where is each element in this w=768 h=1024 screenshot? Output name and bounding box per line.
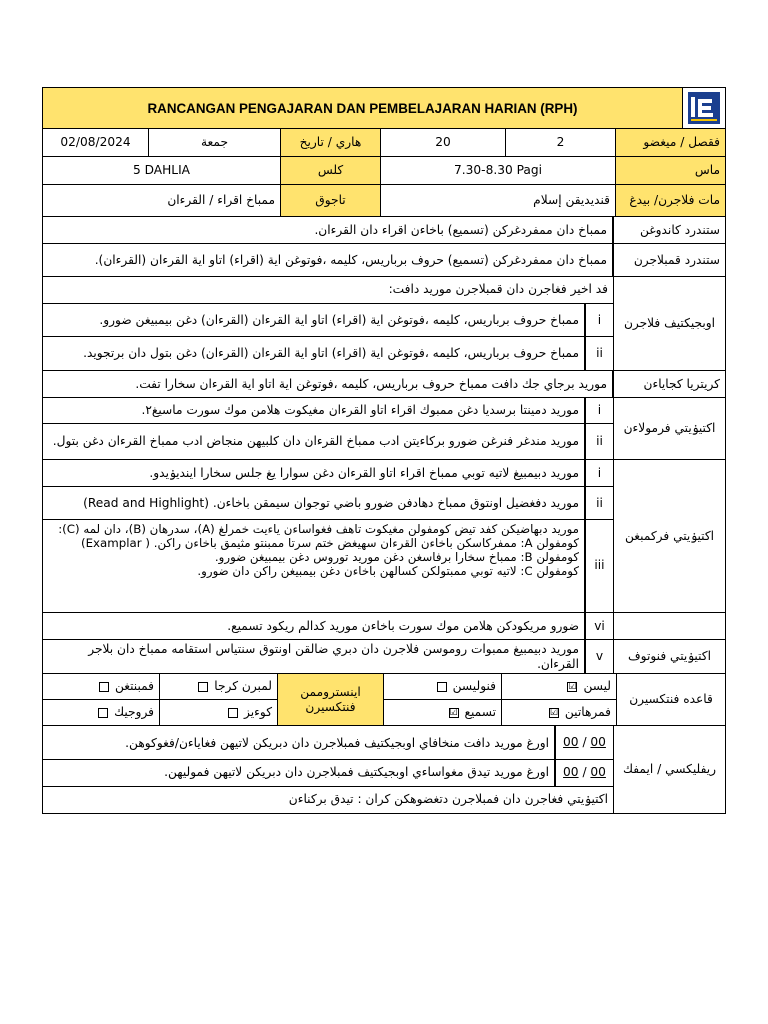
method-checkbox[interactable] [99, 682, 109, 692]
method-item [502, 674, 616, 700]
day-value: جمعة [149, 129, 281, 156]
objective-item [43, 337, 613, 370]
reflection-score-sep: / [582, 765, 587, 780]
objectives-intro-row [43, 277, 613, 304]
method-checkbox[interactable] [198, 682, 208, 692]
day-date-label: هاري / تاريخ [281, 129, 381, 156]
induction-label: اكتيۏيتي فرمولاءن [613, 398, 725, 459]
info-row-1 [42, 129, 726, 157]
development-label: اكتيۏيتي فركمبغن [613, 460, 725, 612]
method-item [43, 700, 159, 725]
development-row [42, 460, 726, 613]
reflection-score-sep: / [582, 735, 587, 750]
development-number: i [585, 460, 613, 486]
method-item [160, 700, 277, 725]
learning-standard-row [42, 244, 726, 277]
class-value: 5 DAHLIA [43, 157, 281, 184]
reflection-score-total: 00 [590, 735, 606, 750]
reflection-text: اورغ موريد تيدق مغواساءي اوبجيكتيف فمبلاجرن دان دبريكن لاتيهن فموليهن. [43, 760, 555, 785]
method-checkbox[interactable] [98, 708, 108, 718]
induction-text: موريد دمينتا برسديا دغن ممبوك اقراء اتاو القرءان مغيكوت هلامن موك سورت ماسيغ٢. [43, 398, 585, 423]
reflection-score [555, 726, 613, 759]
time-label: ماس [616, 157, 725, 184]
induction-row [42, 398, 726, 460]
methods-label: قاعده فنتكسيرن [629, 692, 713, 706]
content-standard-row [42, 217, 726, 244]
development-item [43, 460, 613, 487]
method-text: لمبرن كرجا [214, 679, 272, 693]
induction-body [43, 398, 613, 459]
reflection-item [43, 726, 613, 760]
reflection-score-value: 00 [563, 765, 579, 780]
development-item [43, 487, 613, 519]
objectives-row [42, 277, 726, 371]
development-line: كومفولن B: ممباخ سخارا برفاسغن دغن موريد توروس دغن بيمبيغن ضورو. [214, 549, 579, 564]
time-value: 7.30-8.30 Pagi [381, 157, 616, 184]
reflection-footer: اكتيۏيتي فغاجرن دان فمبلاجرن دتغضوهكن كران : تيدق بركناءن [288, 792, 608, 807]
methods-left-col-a [43, 674, 160, 725]
method-item [384, 700, 501, 725]
method-checkbox[interactable] [437, 682, 447, 692]
school-logo [683, 88, 725, 128]
method-text: كوءيز [244, 705, 272, 719]
subject-value: قنديديقن إسلام [381, 185, 616, 216]
development-body [43, 460, 613, 612]
method-text: فمبنتغن [114, 679, 154, 693]
closure-row [42, 640, 726, 674]
info-row-2 [42, 157, 726, 185]
method-checkbox[interactable]: ☑ [449, 707, 458, 718]
development-text: موريد دفغضيل اونتوق ممباخ دهادفن ضورو باضي توجوان سيمقن باخاءن. (Read and Highlight) [43, 487, 585, 518]
success-criteria-row [42, 371, 726, 398]
subject-label: مات فلاجرن/ بيدغ [616, 185, 725, 216]
logo-icon [687, 91, 721, 125]
method-item [502, 700, 616, 725]
development-label-continuation [613, 613, 725, 639]
development-line: كومفولن C: لاتيه توبي ممبتولكن كسالهن باخاءن دغن بيمبيغن راكن دان ضورو. [197, 563, 579, 578]
development-number: ii [585, 487, 613, 518]
reflection-footer-row [43, 787, 613, 813]
rph-form [42, 87, 726, 814]
page-title: RANCANGAN PENGAJARAN DAN PEMBELAJARAN HARIAN (RPH) [43, 88, 683, 128]
methods-left-col-b [160, 674, 278, 725]
reflection-label: ريفليكسي / ايمفك [613, 726, 725, 813]
week-label: فقصل / ميغضو [616, 129, 725, 156]
induction-item [43, 398, 613, 424]
topic-value: ممباخ اقراء / القرءان [43, 185, 281, 216]
closure-label: اكتيۏيتي فنوتوف [613, 640, 725, 673]
induction-number: ii [585, 424, 613, 459]
methods-row [42, 674, 726, 726]
success-criteria-text: موريد برجاي جك دافت ممباخ حروف برباريس، كليمه ،فوتوغن اية اتاو اية القرءان سخارا تفت. [43, 371, 613, 397]
development-number: iii [585, 520, 613, 612]
development-line: موريد دبهاضيكن كفد تيض كومفولن مغيكوت تاهف فغواساءن ياءيت خمرلغ (A)، سدرهان (B)، دان لمه (C): [58, 521, 579, 536]
induction-item [43, 424, 613, 459]
development-text: ضورو مريكودكن هلامن موك سورت باخاءن موريد كدالم ريكود تسميع. [43, 613, 585, 639]
reflection-score [555, 760, 613, 785]
methods-right-col-b [384, 674, 502, 725]
closure-text: موريد دبيمبيغ ممبوات روموسن فلاجرن دان دبري ضالقن اونتوق سنتياس استقامه ممباخ دان بلاجر القرءان. [43, 640, 585, 673]
week-number: 2 [506, 129, 616, 156]
development-line: كومفولن A: ممفركاسكن باخاءن القرءان سهيغض ختم سرتا ممبنتو مثيمق باخاءن راكن. ( Examplar) [80, 535, 579, 550]
reflection-item [43, 760, 613, 786]
objective-number: i [585, 304, 613, 337]
day-number: 20 [381, 129, 506, 156]
date-value: 02/08/2024 [43, 129, 149, 156]
reflection-text: اورغ موريد دافت منخافاي اوبجيكتيف فمبلاجرن دان دبريكن لاتيهن فغاياءن/فغوكوهن. [43, 726, 555, 759]
method-checkbox[interactable]: ☑ [568, 681, 577, 692]
methods-right-col-a [502, 674, 617, 725]
objective-text: ممباخ حروف برباريس، كليمه ،فوتوغن اية (اقراء) اتاو اية القرءان (القرءان) دغن بتول دان برتجويد. [43, 337, 585, 370]
content-standard-label: ستندرد كاندوغن [613, 217, 725, 243]
induction-number: i [585, 398, 613, 423]
method-item [160, 674, 277, 700]
method-item [43, 674, 159, 700]
development-vi-row [42, 613, 726, 640]
learning-standard-label: ستندرد قمبلاجرن [613, 244, 725, 276]
objectives-label: اوبجيكتيف فلاجرن [613, 277, 725, 370]
topic-label: تاجوق [281, 185, 381, 216]
objective-text: ممباخ حروف برباريس، كليمه ،فوتوغن اية (اقراء) اتاو اية القرءان (القرءان) دغن بيمبيغن ضورو. [43, 304, 585, 337]
method-text: فنوليسن [452, 679, 496, 693]
objective-item [43, 304, 613, 338]
method-checkbox[interactable]: ☑ [549, 707, 558, 718]
content-standard-text: ممباخ دان ممفردغركن (تسميع) باخاءن اقراء دان القرءان. [43, 217, 613, 243]
reflection-body [43, 726, 613, 813]
objective-number: ii [585, 337, 613, 370]
method-item [384, 674, 501, 700]
reflection-score-value: 00 [563, 735, 579, 750]
objectives-body [43, 277, 613, 370]
closure-number: v [585, 640, 613, 673]
reflection-row [42, 726, 726, 814]
instruments-label: اينستروممن فنتكسيرن [278, 674, 384, 725]
method-text: فروجيك [114, 705, 154, 719]
development-text: موريد دبيمبيغ لاتيه توبي ممباخ اقراء اتاو القرءان دغن سوارا يغ جلس سخارا اينديۏيدو. [43, 460, 585, 486]
method-text: تسميع [464, 705, 496, 719]
info-row-3 [42, 185, 726, 217]
class-label: كلس [281, 157, 381, 184]
method-checkbox[interactable] [228, 708, 238, 718]
title-row [42, 87, 726, 129]
development-item [43, 520, 613, 612]
method-text: ليسن [583, 679, 611, 693]
learning-standard-text: ممباخ دان ممفردغركن (تسميع) حروف برباريس، كليمه ،فوتوغن اية (اقراء) اتاو اية القرءان (القرءان). [43, 244, 613, 276]
success-criteria-label: كريتريا كجاياءن [613, 371, 725, 397]
objectives-intro: فد اخير فغاجرن دان قمبلاجرن موريد دافت: [388, 282, 608, 297]
development-group-text [43, 520, 585, 612]
induction-text: موريد مندغر فنرغن ضورو بركاءيتن ادب ممباخ القرءان دان كلبيهن منجاض ادب ممباخ القرءان دغن بتول. [43, 424, 585, 459]
reflection-score-total: 00 [590, 765, 606, 780]
development-number: vi [585, 613, 613, 639]
method-text: فمرهاتين [564, 705, 611, 719]
